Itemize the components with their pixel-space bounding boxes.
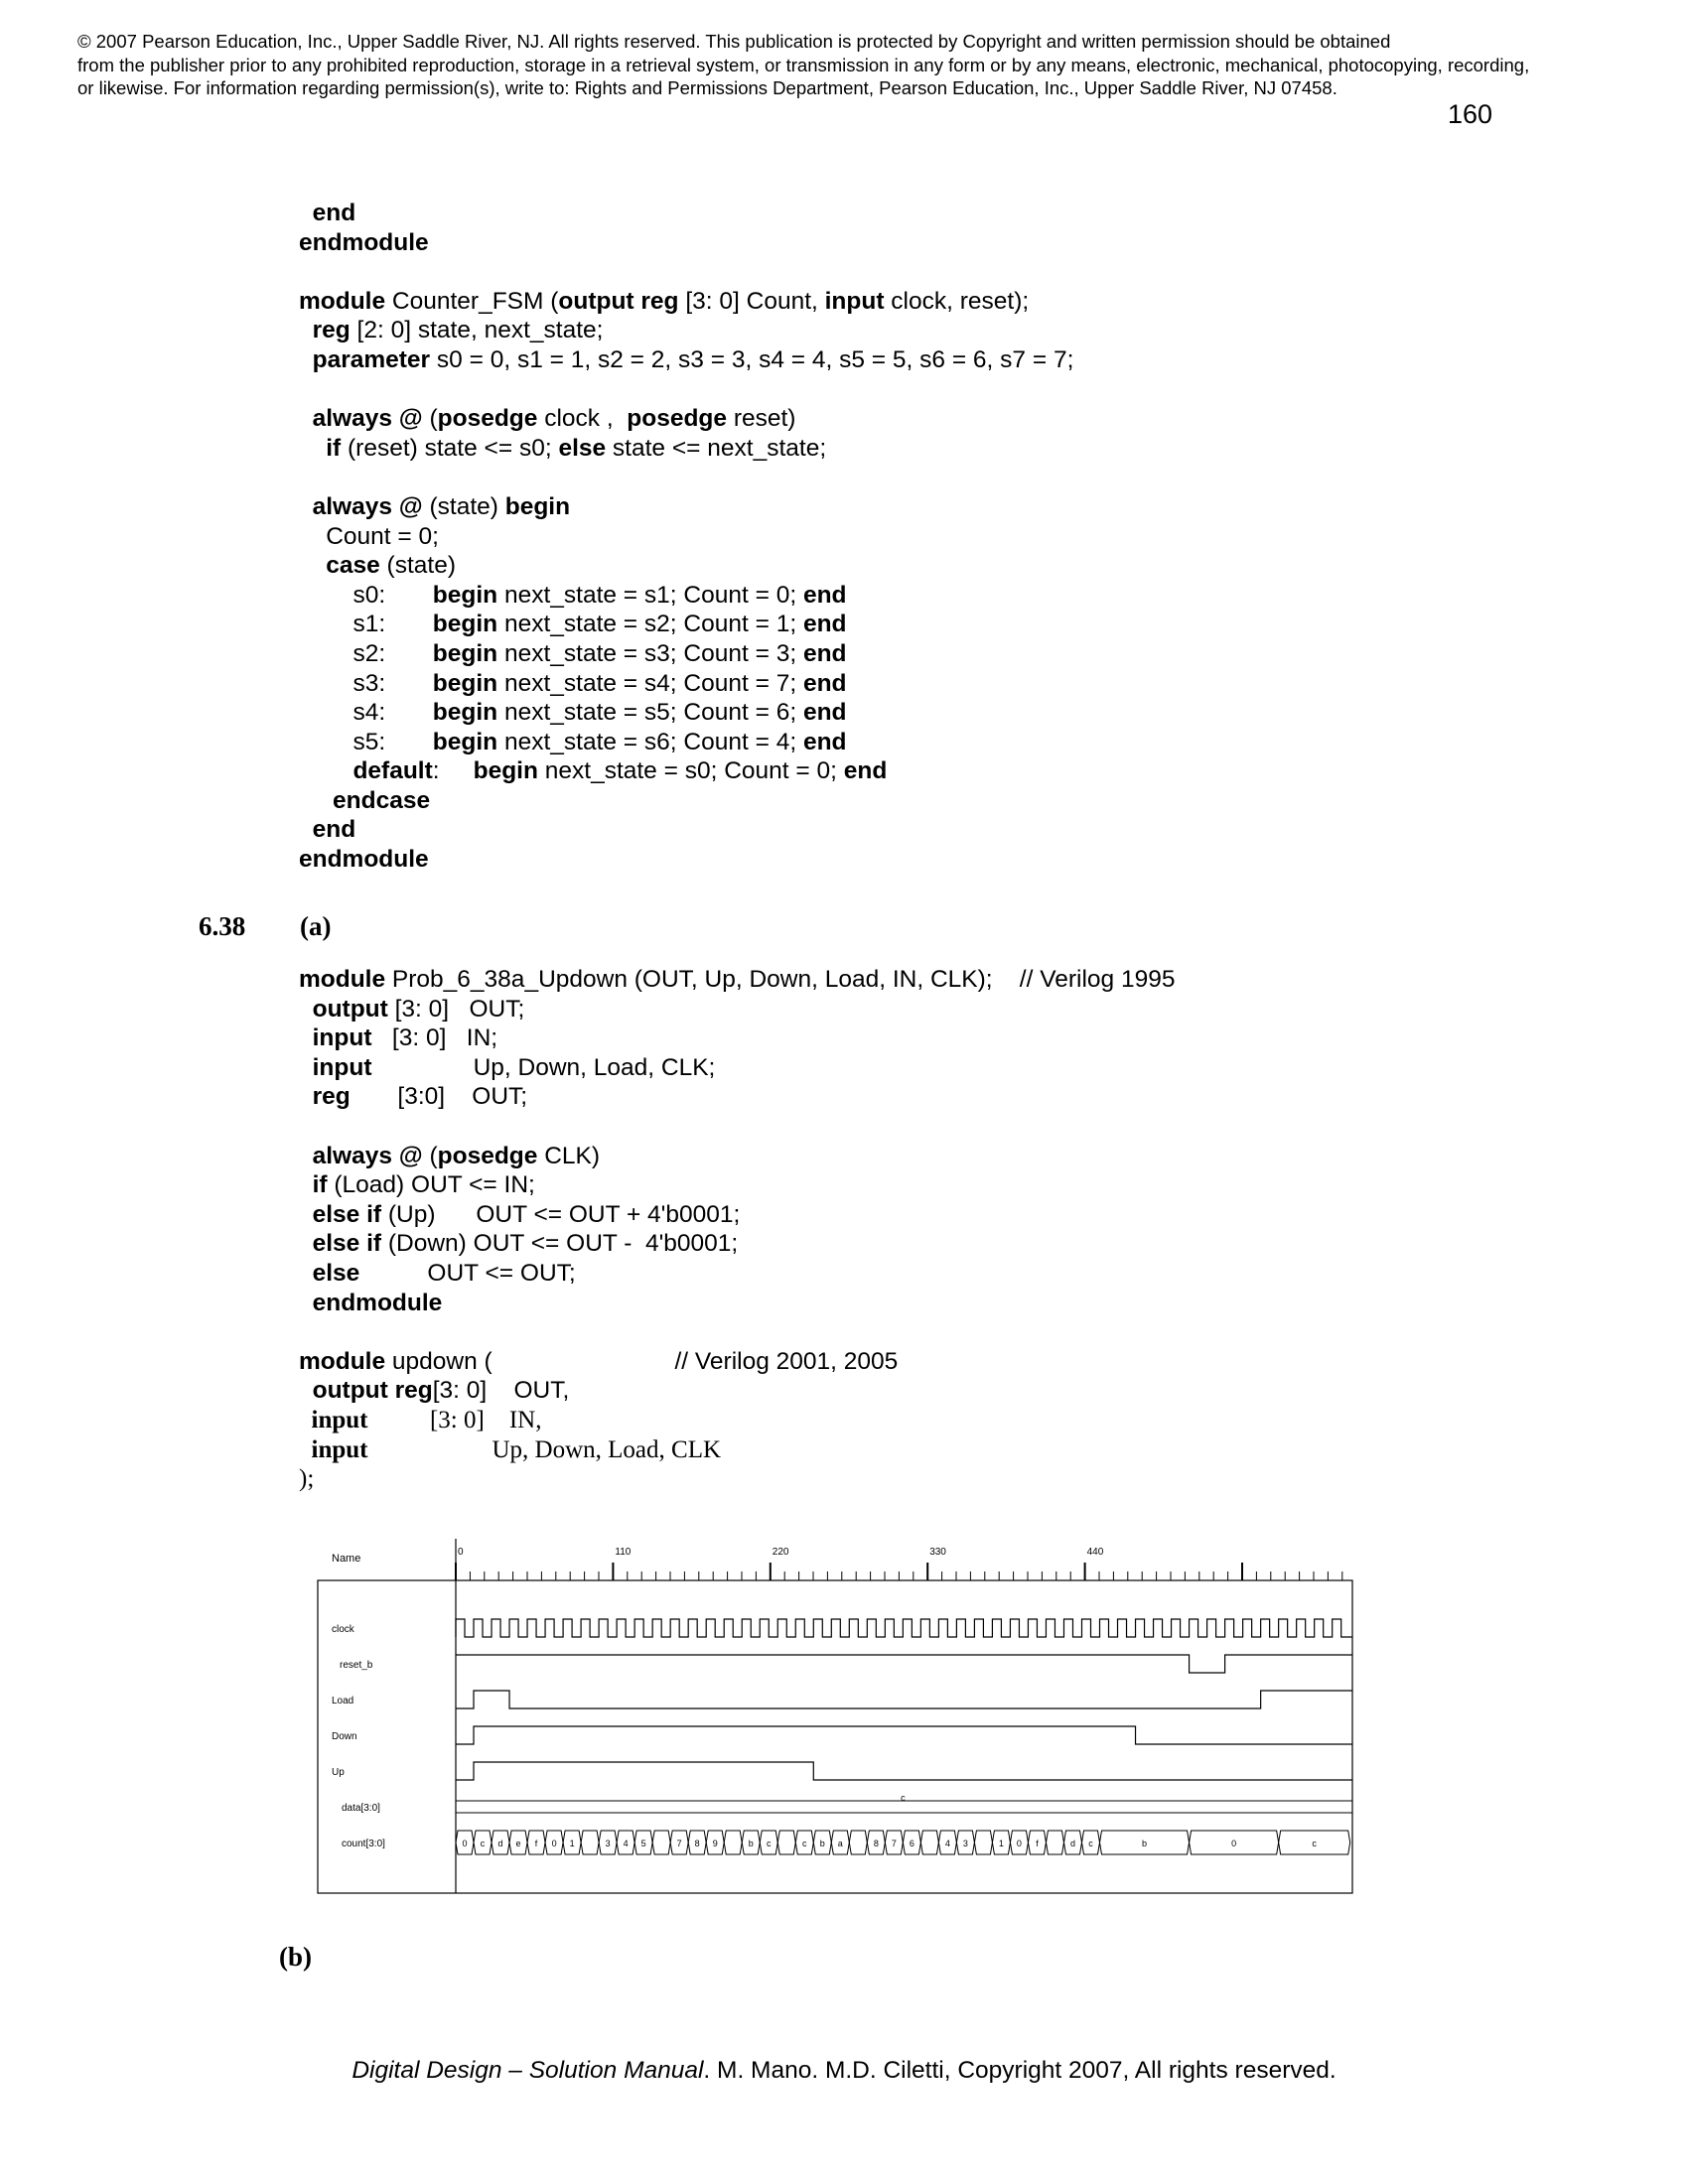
code-line: [299, 345, 1073, 375]
footer-credits: . M. Mano. M.D. Ciletti, Copyright 2007, All rights reserved.: [703, 2057, 1336, 2084]
code-keyword: output reg: [558, 287, 679, 315]
code-text: (: [422, 1142, 438, 1169]
code-text: clock ,: [537, 405, 628, 433]
code-line: [299, 1376, 1175, 1406]
signal-name: Load: [332, 1696, 354, 1706]
code-text: [2: 0] state, next_state;: [350, 317, 604, 344]
code-line: [299, 463, 1073, 492]
code-keyword: module: [299, 287, 386, 315]
code-keyword: begin: [432, 728, 498, 755]
code-text: (reset) state <= s0;: [341, 434, 559, 462]
count-bus-value: f: [1036, 1839, 1039, 1848]
time-label: 110: [615, 1547, 632, 1558]
simulation-waveform: [316, 1539, 1370, 1896]
code-keyword: default: [299, 757, 433, 785]
code-line: [299, 610, 1073, 639]
signal-name: clock: [332, 1624, 354, 1635]
code-keyword: output: [299, 995, 388, 1023]
code-text: (state): [379, 552, 456, 580]
count-bus-segment: [974, 1831, 992, 1854]
code-line: [299, 698, 1073, 728]
count-bus-value: c: [1088, 1839, 1093, 1848]
code-text: (state): [422, 492, 505, 520]
code-keyword: output reg: [299, 1377, 433, 1405]
count-bus-value: b: [819, 1839, 825, 1848]
code-keyword: endmodule: [299, 846, 429, 874]
code-text: Up, Down, Load, CLK;: [371, 1053, 716, 1081]
count-bus-value: 3: [962, 1839, 968, 1848]
time-label: 330: [929, 1547, 946, 1558]
code-text: s5:: [299, 728, 433, 755]
code-line: [299, 756, 1073, 786]
code-keyword: input: [299, 1435, 368, 1463]
code-line: [299, 375, 1073, 405]
count-bus-value: 4: [623, 1839, 629, 1848]
code-keyword: case: [299, 552, 380, 580]
code-keyword: end: [802, 728, 847, 755]
code-keyword: endmodule: [299, 1289, 443, 1316]
clock-waveform: [456, 1619, 1352, 1637]
code-line: [299, 1464, 1175, 1494]
signal-name: count[3:0]: [342, 1839, 385, 1849]
code-line: [299, 965, 1175, 995]
count-bus-value: c: [766, 1839, 772, 1848]
code-line: [299, 1347, 1175, 1377]
code-text: :: [432, 757, 474, 785]
code-keyword: end: [299, 816, 356, 844]
count-bus-value: b: [1142, 1839, 1148, 1848]
count-bus-value: b: [748, 1839, 754, 1848]
code-keyword: always @: [299, 492, 423, 520]
code-keyword: module: [299, 966, 386, 993]
copyright-line: © 2007 Pearson Education, Inc., Upper Saddle River, NJ. All rights reserved. This publication is protected by Copyright and written permission should be obtained: [77, 31, 1391, 52]
code-text: next_state = s0; Count = 0;: [537, 757, 844, 785]
count-bus-segment: [581, 1831, 599, 1854]
count-bus-segment: [724, 1831, 742, 1854]
code-keyword: begin: [432, 669, 498, 697]
count-bus-value: a: [837, 1839, 843, 1848]
code-line: [299, 1053, 1175, 1083]
count-bus-value: 0: [551, 1839, 557, 1848]
count-bus-value: e: [515, 1839, 521, 1848]
code-line: [299, 581, 1073, 611]
code-line: [299, 522, 1073, 552]
code-line: [299, 287, 1073, 317]
footer: [0, 2057, 1688, 2085]
code-text: (Down) OUT <= OUT - 4'b0001;: [381, 1230, 739, 1258]
code-line: [299, 1024, 1175, 1053]
code-line: [299, 1435, 1175, 1465]
code-line: [299, 492, 1073, 522]
code-keyword: end: [802, 699, 847, 727]
copyright-line: from the publisher prior to any prohibited reproduction, storage in a retrieval system, or transmission in any form or by any means, electronic, mechanical, photocopying, recording,: [77, 54, 1530, 75]
code-keyword: input: [299, 1053, 372, 1081]
count-bus-value: 0: [462, 1839, 468, 1848]
count-bus-value: f: [534, 1839, 538, 1848]
code-keyword: if: [299, 1171, 328, 1199]
count-bus-segment: [1046, 1831, 1063, 1854]
data-bus-value: c: [901, 1793, 906, 1803]
count-bus-value: 6: [909, 1839, 914, 1848]
code-text: s0:: [299, 581, 433, 609]
code-text: state <= next_state;: [606, 434, 827, 462]
code-text: [3: 0] OUT;: [387, 995, 525, 1023]
code-line: [299, 728, 1073, 757]
code-keyword: module: [299, 1347, 386, 1375]
code-keyword: endmodule: [299, 228, 429, 256]
code-keyword: input: [299, 1024, 372, 1052]
code-line: [299, 995, 1175, 1024]
code-line: [299, 1317, 1175, 1347]
count-bus-segment: [920, 1831, 938, 1854]
code-text: updown ( // Verilog 2001, 2005: [385, 1347, 899, 1375]
code-text: s2:: [299, 639, 433, 667]
name-column-header: Name: [332, 1553, 361, 1565]
code-line: [299, 1112, 1175, 1142]
signal-name: data[3:0]: [342, 1803, 380, 1814]
count-bus-value: 0: [1231, 1839, 1237, 1848]
updown-code: [299, 965, 1175, 1494]
count-bus-value: 1: [569, 1839, 575, 1848]
code-line: [299, 257, 1073, 287]
code-text: [3:0] OUT;: [350, 1083, 528, 1111]
code-keyword: begin: [432, 611, 498, 638]
code-keyword: end: [802, 581, 847, 609]
code-line: [299, 786, 1073, 816]
code-keyword: input: [299, 1406, 368, 1433]
code-line: [299, 551, 1073, 581]
code-line: [299, 434, 1073, 464]
code-text: clock, reset);: [884, 287, 1030, 315]
code-line: [299, 815, 1073, 845]
count-bus-segment: [652, 1831, 670, 1854]
code-text: );: [299, 1465, 315, 1493]
code-text: Prob_6_38a_Updown (OUT, Up, Down, Load, IN, CLK); // Verilog 1995: [385, 966, 1176, 993]
part-a-label: (a): [300, 911, 332, 941]
code-line: [299, 404, 1073, 434]
code-keyword: parameter: [299, 345, 431, 373]
code-keyword: begin: [432, 699, 498, 727]
code-line: [299, 639, 1073, 669]
copyright-notice: [77, 30, 1626, 100]
counter-fsm-code: [299, 199, 1073, 875]
code-text: OUT <= OUT;: [359, 1259, 576, 1287]
count-bus-value: c: [1312, 1839, 1317, 1848]
code-text: next_state = s4; Count = 7;: [497, 669, 803, 697]
time-label: 440: [1086, 1547, 1104, 1558]
down-waveform: [456, 1726, 1352, 1744]
code-text: s4:: [299, 699, 433, 727]
code-line: [299, 1200, 1175, 1230]
code-text: [3: 0] IN;: [371, 1024, 498, 1052]
code-text: [3: 0] OUT,: [432, 1377, 570, 1405]
count-bus-value: 5: [640, 1839, 646, 1848]
code-line: [299, 1259, 1175, 1289]
reset-b-waveform: [456, 1655, 1352, 1673]
code-text: next_state = s2; Count = 1;: [497, 611, 803, 638]
code-keyword: end: [299, 200, 356, 226]
code-line: [299, 199, 1073, 228]
copyright-line: or likewise. For information regarding permission(s), write to: Rights and Permissions Department, Pearson Education, Inc., Upper Saddle River, NJ 07458.: [77, 77, 1337, 98]
code-line: [299, 228, 1073, 258]
code-text: Up, Down, Load, CLK: [367, 1435, 722, 1463]
code-keyword: if: [299, 434, 342, 462]
count-bus-segment: [849, 1831, 867, 1854]
code-text: next_state = s6; Count = 4;: [497, 728, 803, 755]
code-keyword: else: [299, 1259, 360, 1287]
code-keyword: begin: [432, 581, 498, 609]
count-bus-value: c: [802, 1839, 807, 1848]
code-keyword: reg: [299, 317, 351, 344]
code-line: [299, 316, 1073, 345]
code-line: [299, 1082, 1175, 1112]
count-bus-value: 0: [1016, 1839, 1022, 1848]
code-text: Counter_FSM (: [385, 287, 559, 315]
count-bus-value: 8: [873, 1839, 879, 1848]
count-bus-value: 8: [694, 1839, 700, 1848]
code-text: s3:: [299, 669, 433, 697]
count-bus-value: d: [1069, 1839, 1075, 1848]
code-text: (Load) OUT <= IN;: [327, 1171, 535, 1199]
code-keyword: begin: [504, 492, 571, 520]
code-text: s0 = 0, s1 = 1, s2 = 2, s3 = 3, s4 = 4, s5 = 5, s6 = 6, s7 = 7;: [430, 345, 1074, 373]
count-bus-value: 3: [605, 1839, 611, 1848]
code-keyword: end: [802, 611, 847, 638]
code-line: [299, 1142, 1175, 1171]
code-keyword: begin: [432, 639, 498, 667]
code-text: Count = 0;: [299, 522, 439, 550]
code-line: [299, 1406, 1175, 1435]
code-text: CLK): [537, 1142, 601, 1169]
code-keyword: posedge: [627, 405, 728, 433]
code-text: next_state = s3; Count = 3;: [497, 639, 803, 667]
up-waveform: [456, 1762, 1352, 1780]
code-keyword: else if: [299, 1230, 382, 1258]
signal-name: Down: [332, 1731, 357, 1742]
count-bus-value: 7: [676, 1839, 682, 1848]
count-bus-value: 1: [998, 1839, 1004, 1848]
code-line: [299, 1289, 1175, 1318]
code-keyword: else if: [299, 1200, 382, 1228]
code-line: [299, 845, 1073, 875]
code-text: next_state = s1; Count = 0;: [497, 581, 803, 609]
code-keyword: end: [802, 669, 847, 697]
code-line: [299, 1170, 1175, 1200]
code-line: [299, 669, 1073, 699]
code-keyword: posedge: [437, 405, 538, 433]
count-bus-value: 9: [712, 1839, 718, 1848]
code-text: (: [422, 405, 438, 433]
signal-name: Up: [332, 1767, 345, 1778]
count-bus-value: d: [497, 1839, 503, 1848]
code-keyword: end: [843, 757, 888, 785]
code-text: reset): [727, 405, 796, 433]
count-bus-value: 4: [944, 1839, 950, 1848]
count-bus-value: 7: [891, 1839, 897, 1848]
footer-title: Digital Design – Solution Manual: [352, 2057, 704, 2084]
code-text: (Up) OUT <= OUT + 4'b0001;: [381, 1200, 741, 1228]
time-label: 220: [772, 1547, 789, 1558]
code-text: [3: 0] Count,: [678, 287, 825, 315]
code-line: [299, 1229, 1175, 1259]
code-text: [3: 0] IN,: [367, 1406, 542, 1433]
code-keyword: begin: [473, 757, 538, 785]
signal-name: reset_b: [340, 1660, 373, 1671]
code-keyword: input: [824, 287, 885, 315]
code-keyword: end: [802, 639, 847, 667]
code-keyword: always @: [299, 1142, 423, 1169]
time-label: 0: [458, 1547, 464, 1558]
load-waveform: [456, 1691, 1352, 1708]
code-keyword: reg: [299, 1083, 351, 1111]
code-keyword: endcase: [299, 786, 431, 814]
part-b-label: (b): [279, 1942, 312, 1972]
code-keyword: always @: [299, 405, 423, 433]
count-bus-segment: [777, 1831, 795, 1854]
problem-number: 6.38: [199, 911, 246, 941]
page-number: 160: [1448, 99, 1493, 129]
code-keyword: posedge: [437, 1142, 538, 1169]
code-text: next_state = s5; Count = 6;: [497, 699, 803, 727]
code-keyword: else: [558, 434, 607, 462]
count-bus-value: c: [480, 1839, 486, 1848]
code-text: s1:: [299, 611, 433, 638]
